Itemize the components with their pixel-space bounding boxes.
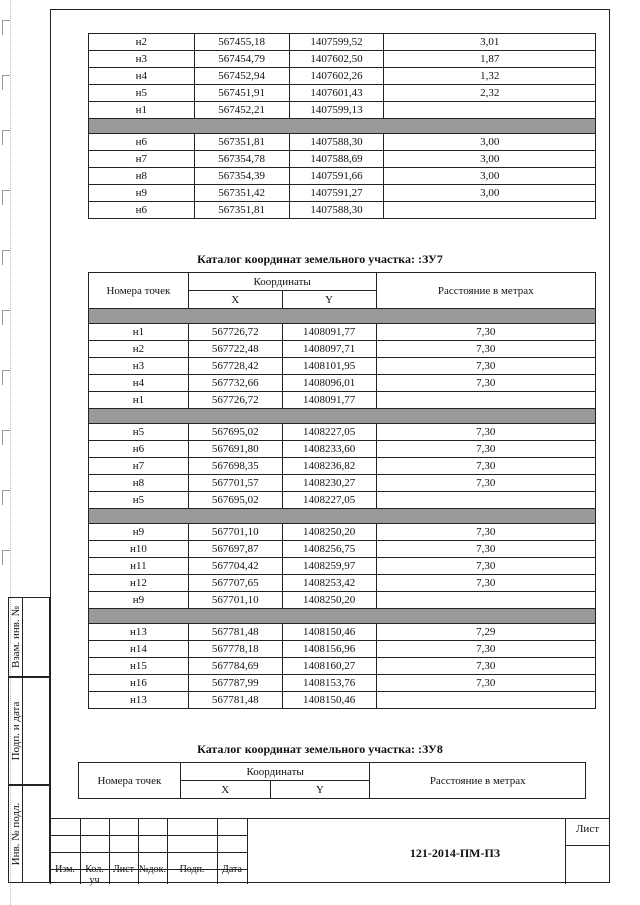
table-row [89, 85, 596, 102]
side-stamp [8, 597, 50, 883]
coord-x: 567691,80 [188, 441, 282, 458]
table-row [89, 324, 596, 341]
point-number: н13 [89, 692, 189, 709]
table-row [89, 134, 596, 151]
coord-y: 1407599,52 [289, 34, 384, 51]
coord-y: 1408160,27 [282, 658, 376, 675]
coord-y: 1407602,26 [289, 68, 384, 85]
distance: 7,30 [376, 675, 596, 692]
separator-cell [89, 609, 596, 624]
head-distance: Расстояние в метрах [376, 273, 596, 309]
table-row [89, 202, 596, 219]
stamp-col-label: №док. [139, 864, 166, 875]
coord-y: 1408259,97 [282, 558, 376, 575]
side-label-inv: Инв. № подл. [9, 802, 22, 866]
head-x: X [188, 291, 282, 309]
distance: 3,00 [384, 151, 596, 168]
point-number: н14 [89, 641, 189, 658]
coord-y: 1407588,69 [289, 151, 384, 168]
distance: 7,30 [376, 658, 596, 675]
point-number: н6 [89, 202, 195, 219]
coord-x: 567728,42 [188, 358, 282, 375]
table-row [89, 102, 596, 119]
distance [384, 102, 596, 119]
separator-cell [89, 119, 596, 134]
distance [376, 692, 596, 709]
point-number: н6 [89, 134, 195, 151]
zu8-coordinates-table [78, 762, 586, 799]
point-number: н1 [89, 324, 189, 341]
coord-y: 1407599,13 [289, 102, 384, 119]
coord-x: 567697,87 [188, 541, 282, 558]
coord-y: 1408150,46 [282, 692, 376, 709]
coord-x: 567704,42 [188, 558, 282, 575]
coord-x: 567726,72 [188, 392, 282, 409]
coord-x: 567701,57 [188, 475, 282, 492]
table-row [89, 168, 596, 185]
stamp-col-label: Подп. [179, 864, 205, 875]
point-number: н2 [89, 34, 195, 51]
table-row [89, 424, 596, 441]
distance: 7,30 [376, 375, 596, 392]
coord-x: 567455,18 [194, 34, 289, 51]
distance: 7,30 [376, 558, 596, 575]
margin-mark [2, 430, 10, 445]
distance [384, 202, 596, 219]
coord-x: 567451,91 [194, 85, 289, 102]
point-number: н5 [89, 492, 189, 509]
distance: 7,30 [376, 475, 596, 492]
distance: 2,32 [384, 85, 596, 102]
coord-y: 1407591,27 [289, 185, 384, 202]
margin-mark [2, 550, 10, 565]
head-distance: Расстояние в метрах [370, 763, 586, 799]
point-number: н16 [89, 675, 189, 692]
point-number: н7 [89, 458, 189, 475]
coord-y: 1408096,01 [282, 375, 376, 392]
point-number: н5 [89, 85, 195, 102]
coord-y: 1408091,77 [282, 324, 376, 341]
table-row [89, 475, 596, 492]
coord-y: 1408150,46 [282, 624, 376, 641]
coord-y: 1407588,30 [289, 134, 384, 151]
separator-cell [89, 509, 596, 524]
point-number: н8 [89, 475, 189, 492]
table-row [89, 151, 596, 168]
distance: 7,30 [376, 541, 596, 558]
coord-x: 567351,81 [194, 202, 289, 219]
coord-y: 1408250,20 [282, 592, 376, 609]
coord-y: 1407588,30 [289, 202, 384, 219]
point-number: н1 [89, 392, 189, 409]
coord-y: 1408156,96 [282, 641, 376, 658]
margin-mark [2, 190, 10, 205]
coord-x: 567452,94 [194, 68, 289, 85]
table-row [89, 558, 596, 575]
point-number: н6 [89, 441, 189, 458]
head-points: Номера точек [79, 763, 181, 799]
distance: 3,00 [384, 168, 596, 185]
coord-x: 567787,99 [188, 675, 282, 692]
point-number: н5 [89, 424, 189, 441]
point-number: н9 [89, 524, 189, 541]
stamp-col-label: Кол. уч [85, 864, 104, 886]
head-points: Номера точек [89, 273, 189, 309]
point-number: н1 [89, 102, 195, 119]
distance: 7,29 [376, 624, 596, 641]
distance [376, 592, 596, 609]
coord-x: 567452,21 [194, 102, 289, 119]
coord-x: 567784,69 [188, 658, 282, 675]
coord-y: 1408227,05 [282, 492, 376, 509]
margin-mark [2, 130, 10, 145]
table-row [89, 68, 596, 85]
coord-x: 567781,48 [188, 624, 282, 641]
table-row [89, 624, 596, 641]
coord-x: 567781,48 [188, 692, 282, 709]
sheet-label: Лист [575, 823, 600, 835]
stamp-col-label: Дата [222, 864, 242, 875]
margin-mark [2, 310, 10, 325]
head-coords: Координаты [180, 763, 370, 781]
table-row [89, 51, 596, 68]
table-row [89, 341, 596, 358]
distance: 7,30 [376, 458, 596, 475]
stamp-col-label: Изм. [55, 864, 75, 875]
document-code: 121-2014-ПМ-ПЗ [409, 846, 501, 860]
coordinates-table-continued [88, 33, 596, 219]
distance: 7,30 [376, 575, 596, 592]
table-row [89, 492, 596, 509]
coord-y: 1407601,43 [289, 85, 384, 102]
separator-cell [89, 309, 596, 324]
separator-cell [89, 409, 596, 424]
distance [376, 392, 596, 409]
margin-mark [2, 490, 10, 505]
distance: 7,30 [376, 341, 596, 358]
point-number: н9 [89, 592, 189, 609]
distance [376, 492, 596, 509]
coord-y: 1408256,75 [282, 541, 376, 558]
distance: 7,30 [376, 441, 596, 458]
coord-x: 567354,78 [194, 151, 289, 168]
point-number: н2 [89, 341, 189, 358]
coord-y: 1408233,60 [282, 441, 376, 458]
coord-x: 567695,02 [188, 492, 282, 509]
head-y: Y [270, 781, 370, 799]
table-row [89, 441, 596, 458]
table-row [89, 358, 596, 375]
distance: 1,87 [384, 51, 596, 68]
section-separator [89, 609, 596, 624]
side-cell-inv [8, 785, 50, 883]
coord-y: 1408097,71 [282, 341, 376, 358]
table-row [89, 524, 596, 541]
coord-x: 567701,10 [188, 592, 282, 609]
coord-x: 567351,81 [194, 134, 289, 151]
table-row [89, 575, 596, 592]
distance: 7,30 [376, 524, 596, 541]
table-row [89, 185, 596, 202]
point-number: н8 [89, 168, 195, 185]
table-row [89, 392, 596, 409]
distance: 7,30 [376, 358, 596, 375]
point-number: н4 [89, 68, 195, 85]
table-row [89, 692, 596, 709]
coord-y: 1408091,77 [282, 392, 376, 409]
section-separator [89, 409, 596, 424]
coord-y: 1408153,76 [282, 675, 376, 692]
coord-x: 567698,35 [188, 458, 282, 475]
distance: 3,00 [384, 185, 596, 202]
coord-x: 567351,42 [194, 185, 289, 202]
coord-x: 567778,18 [188, 641, 282, 658]
zu8-caption: Каталог координат земельного участка: :ЗУ8 [197, 742, 443, 756]
title-block [50, 818, 610, 884]
coord-x: 567354,39 [194, 168, 289, 185]
distance: 7,30 [376, 641, 596, 658]
table-row [89, 592, 596, 609]
point-number: н3 [89, 51, 195, 68]
coord-x: 567707,65 [188, 575, 282, 592]
zu7-coordinates-table [88, 272, 596, 709]
margin-mark [2, 20, 10, 35]
coord-x: 567722,48 [188, 341, 282, 358]
point-number: н7 [89, 151, 195, 168]
coord-y: 1408236,82 [282, 458, 376, 475]
zu7-caption: Каталог координат земельного участка: :ЗУ7 [197, 252, 443, 266]
distance: 1,32 [384, 68, 596, 85]
margin-mark [2, 370, 10, 385]
section-separator [89, 119, 596, 134]
side-cell-podp [8, 677, 50, 785]
section-separator [89, 309, 596, 324]
coord-y: 1407602,50 [289, 51, 384, 68]
table-row [89, 375, 596, 392]
point-number: н13 [89, 624, 189, 641]
coord-x: 567454,79 [194, 51, 289, 68]
table-row [89, 541, 596, 558]
coord-x: 567695,02 [188, 424, 282, 441]
margin-mark [2, 75, 10, 90]
distance: 3,01 [384, 34, 596, 51]
coord-y: 1408230,27 [282, 475, 376, 492]
coord-y: 1407591,66 [289, 168, 384, 185]
head-x: X [180, 781, 270, 799]
point-number: н11 [89, 558, 189, 575]
side-cell-vzam [8, 597, 50, 677]
side-label-podp: Подп. и дата [9, 701, 22, 761]
point-number: н4 [89, 375, 189, 392]
point-number: н3 [89, 358, 189, 375]
distance: 3,00 [384, 134, 596, 151]
point-number: н10 [89, 541, 189, 558]
table-row [89, 641, 596, 658]
table-row [89, 675, 596, 692]
distance: 7,30 [376, 324, 596, 341]
coord-y: 1408227,05 [282, 424, 376, 441]
coord-y: 1408101,95 [282, 358, 376, 375]
head-y: Y [282, 291, 376, 309]
point-number: н9 [89, 185, 195, 202]
distance: 7,30 [376, 424, 596, 441]
stamp-col-label: Лист [113, 864, 134, 875]
coord-x: 567726,72 [188, 324, 282, 341]
coord-x: 567732,66 [188, 375, 282, 392]
table-row [89, 658, 596, 675]
side-label-vzam: Взам. инв. № [9, 606, 22, 668]
coord-y: 1408253,42 [282, 575, 376, 592]
point-number: н12 [89, 575, 189, 592]
head-coords: Координаты [188, 273, 376, 291]
table-row [89, 458, 596, 475]
coord-x: 567701,10 [188, 524, 282, 541]
coord-y: 1408250,20 [282, 524, 376, 541]
point-number: н15 [89, 658, 189, 675]
table-row [89, 34, 596, 51]
section-separator [89, 509, 596, 524]
